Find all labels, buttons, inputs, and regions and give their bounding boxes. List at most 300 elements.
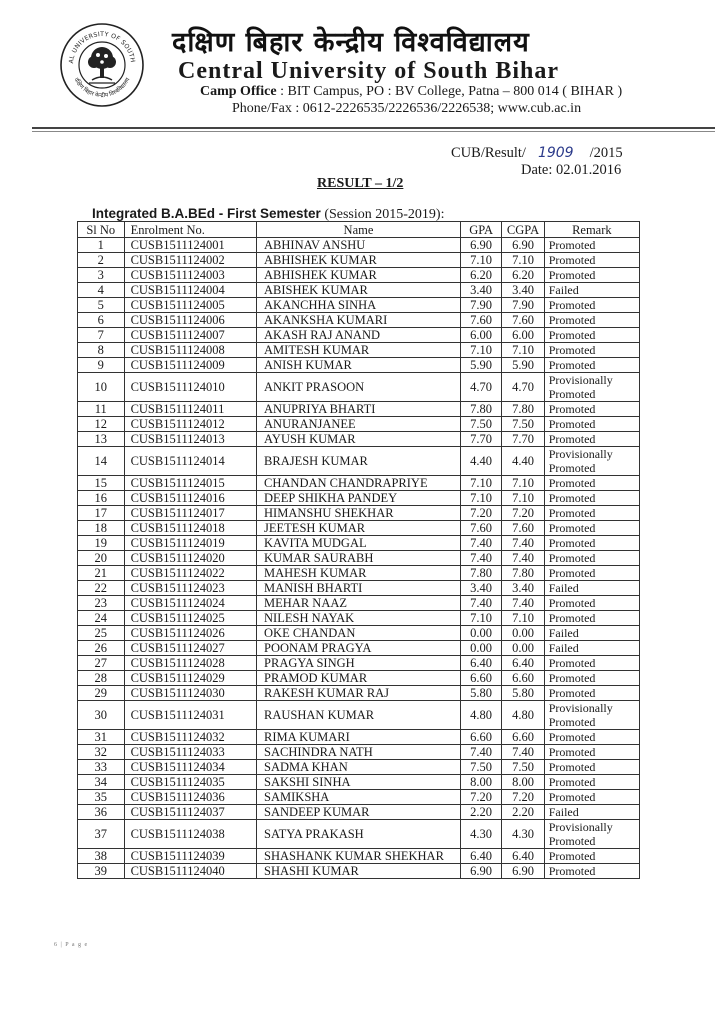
cell-gpa: 7.10 bbox=[460, 253, 501, 268]
cell-sl: 35 bbox=[78, 790, 125, 805]
cell-enrolment: CUSB1511124033 bbox=[124, 745, 256, 760]
cell-name: BRAJESH KUMAR bbox=[257, 447, 461, 476]
cell-remark: Failed bbox=[544, 283, 639, 298]
cell-enrolment: CUSB1511124007 bbox=[124, 328, 256, 343]
cell-name: SHASHANK KUMAR SHEKHAR bbox=[257, 849, 461, 864]
cell-remark: Promoted bbox=[544, 566, 639, 581]
cell-remark: Promoted bbox=[544, 358, 639, 373]
cell-sl: 19 bbox=[78, 536, 125, 551]
cell-cgpa: 7.90 bbox=[502, 298, 544, 313]
cell-sl: 30 bbox=[78, 701, 125, 730]
cell-cgpa: 6.60 bbox=[502, 730, 544, 745]
result-table bbox=[77, 221, 640, 879]
svg-text:दक्षिण बिहार केन्द्रीय विश्ववि: दक्षिण बिहार केन्द्रीय विश्वविद्यालय bbox=[72, 77, 132, 100]
ref-suffix: /2015 bbox=[589, 145, 623, 161]
table-row bbox=[78, 536, 640, 551]
cell-sl: 11 bbox=[78, 402, 125, 417]
cell-enrolment: CUSB1511124020 bbox=[124, 551, 256, 566]
cell-remark: Promoted bbox=[544, 760, 639, 775]
cell-cgpa: 7.40 bbox=[502, 536, 544, 551]
cell-name: MEHAR NAAZ bbox=[257, 596, 461, 611]
cell-name: AKANKSHA KUMARI bbox=[257, 313, 461, 328]
cell-cgpa: 7.40 bbox=[502, 551, 544, 566]
cell-cgpa: 4.80 bbox=[502, 701, 544, 730]
cell-gpa: 7.10 bbox=[460, 491, 501, 506]
cell-gpa: 7.80 bbox=[460, 566, 501, 581]
cell-remark: Provisionally Promoted bbox=[544, 447, 639, 476]
table-row bbox=[78, 447, 640, 476]
cell-cgpa: 7.60 bbox=[502, 521, 544, 536]
cell-gpa: 6.60 bbox=[460, 671, 501, 686]
cell-cgpa: 6.40 bbox=[502, 849, 544, 864]
cell-sl: 15 bbox=[78, 476, 125, 491]
cell-name: SANDEEP KUMAR bbox=[257, 805, 461, 820]
cell-enrolment: CUSB1511124036 bbox=[124, 790, 256, 805]
cell-gpa: 7.40 bbox=[460, 536, 501, 551]
cell-name: CHANDAN CHANDRAPRIYE bbox=[257, 476, 461, 491]
cell-enrolment: CUSB1511124027 bbox=[124, 641, 256, 656]
cell-gpa: 3.40 bbox=[460, 581, 501, 596]
cell-remark: Promoted bbox=[544, 343, 639, 358]
cell-name: NILESH NAYAK bbox=[257, 611, 461, 626]
cell-cgpa: 6.40 bbox=[502, 656, 544, 671]
cell-sl: 8 bbox=[78, 343, 125, 358]
header-sl: Sl No bbox=[78, 222, 125, 238]
cell-enrolment: CUSB1511124004 bbox=[124, 283, 256, 298]
cell-cgpa: 6.90 bbox=[502, 864, 544, 879]
table-row bbox=[78, 551, 640, 566]
cell-remark: Promoted bbox=[544, 521, 639, 536]
result-title: RESULT – 1/2 bbox=[317, 176, 404, 191]
cell-sl: 20 bbox=[78, 551, 125, 566]
cell-name: ANURANJANEE bbox=[257, 417, 461, 432]
cell-cgpa: 7.10 bbox=[502, 253, 544, 268]
cell-name: RAUSHAN KUMAR bbox=[257, 701, 461, 730]
cell-remark: Promoted bbox=[544, 730, 639, 745]
cell-name: OKE CHANDAN bbox=[257, 626, 461, 641]
cell-name: ABHINAV ANSHU bbox=[257, 238, 461, 253]
cell-remark: Promoted bbox=[544, 313, 639, 328]
table-row bbox=[78, 686, 640, 701]
cell-cgpa: 7.40 bbox=[502, 745, 544, 760]
cell-cgpa: 7.10 bbox=[502, 611, 544, 626]
cell-cgpa: 7.70 bbox=[502, 432, 544, 447]
cell-sl: 37 bbox=[78, 820, 125, 849]
cell-remark: Failed bbox=[544, 641, 639, 656]
cell-name: KUMAR SAURABH bbox=[257, 551, 461, 566]
cell-sl: 36 bbox=[78, 805, 125, 820]
cell-enrolment: CUSB1511124026 bbox=[124, 626, 256, 641]
cell-gpa: 7.50 bbox=[460, 417, 501, 432]
cell-enrolment: CUSB1511124001 bbox=[124, 238, 256, 253]
cell-sl: 29 bbox=[78, 686, 125, 701]
cell-remark: Promoted bbox=[544, 491, 639, 506]
cell-sl: 27 bbox=[78, 656, 125, 671]
cell-sl: 28 bbox=[78, 671, 125, 686]
university-logo bbox=[59, 22, 145, 108]
cell-remark: Provisionally Promoted bbox=[544, 820, 639, 849]
table-row bbox=[78, 358, 640, 373]
table-row bbox=[78, 790, 640, 805]
table-row bbox=[78, 521, 640, 536]
cell-gpa: 6.60 bbox=[460, 730, 501, 745]
cell-remark: Promoted bbox=[544, 864, 639, 879]
table-row bbox=[78, 701, 640, 730]
cell-sl: 22 bbox=[78, 581, 125, 596]
cell-cgpa: 7.20 bbox=[502, 506, 544, 521]
cell-name: MANISH BHARTI bbox=[257, 581, 461, 596]
cell-enrolment: CUSB1511124019 bbox=[124, 536, 256, 551]
cell-remark: Promoted bbox=[544, 596, 639, 611]
table-row bbox=[78, 805, 640, 820]
reference-number bbox=[451, 145, 623, 162]
table-row bbox=[78, 506, 640, 521]
cell-sl: 17 bbox=[78, 506, 125, 521]
cell-enrolment: CUSB1511124015 bbox=[124, 476, 256, 491]
cell-remark: Promoted bbox=[544, 506, 639, 521]
cell-sl: 26 bbox=[78, 641, 125, 656]
header-gpa: GPA bbox=[460, 222, 501, 238]
cell-gpa: 7.60 bbox=[460, 521, 501, 536]
cell-remark: Promoted bbox=[544, 656, 639, 671]
cell-sl: 3 bbox=[78, 268, 125, 283]
cell-cgpa: 2.20 bbox=[502, 805, 544, 820]
cell-enrolment: CUSB1511124024 bbox=[124, 596, 256, 611]
cell-cgpa: 7.40 bbox=[502, 596, 544, 611]
cell-name: JEETESH KUMAR bbox=[257, 521, 461, 536]
cell-name: ABHISHEK KUMAR bbox=[257, 268, 461, 283]
cell-sl: 12 bbox=[78, 417, 125, 432]
programme-session: (Session 2015-2019): bbox=[320, 207, 445, 222]
cell-enrolment: CUSB1511124039 bbox=[124, 849, 256, 864]
cell-cgpa: 7.20 bbox=[502, 790, 544, 805]
cell-gpa: 3.40 bbox=[460, 283, 501, 298]
cell-gpa: 7.10 bbox=[460, 611, 501, 626]
table-row bbox=[78, 298, 640, 313]
cell-gpa: 6.90 bbox=[460, 238, 501, 253]
issue-date: Date: 02.01.2016 bbox=[521, 162, 622, 178]
cell-name: AKANCHHA SINHA bbox=[257, 298, 461, 313]
table-row bbox=[78, 864, 640, 879]
cell-gpa: 8.00 bbox=[460, 775, 501, 790]
cell-remark: Promoted bbox=[544, 551, 639, 566]
table-row bbox=[78, 656, 640, 671]
cell-remark: Promoted bbox=[544, 432, 639, 447]
cell-sl: 4 bbox=[78, 283, 125, 298]
cell-name: SADMA KHAN bbox=[257, 760, 461, 775]
cell-sl: 39 bbox=[78, 864, 125, 879]
cell-cgpa: 5.90 bbox=[502, 358, 544, 373]
cell-cgpa: 5.80 bbox=[502, 686, 544, 701]
table-row bbox=[78, 491, 640, 506]
cell-cgpa: 0.00 bbox=[502, 641, 544, 656]
cell-remark: Failed bbox=[544, 626, 639, 641]
cell-name: ANKIT PRASOON bbox=[257, 373, 461, 402]
table-row bbox=[78, 253, 640, 268]
table-row bbox=[78, 432, 640, 447]
cell-name: HIMANSHU SHEKHAR bbox=[257, 506, 461, 521]
cell-sl: 34 bbox=[78, 775, 125, 790]
cell-remark: Promoted bbox=[544, 238, 639, 253]
cell-remark: Promoted bbox=[544, 402, 639, 417]
ref-prefix: CUB/Result/ bbox=[451, 145, 526, 161]
cell-name: PRAMOD KUMAR bbox=[257, 671, 461, 686]
cell-remark: Provisionally Promoted bbox=[544, 373, 639, 402]
table-row bbox=[78, 760, 640, 775]
cell-gpa: 7.20 bbox=[460, 790, 501, 805]
cell-name: ABHISHEK KUMAR bbox=[257, 253, 461, 268]
table-row bbox=[78, 283, 640, 298]
table-row bbox=[78, 343, 640, 358]
cell-name: AKASH RAJ ANAND bbox=[257, 328, 461, 343]
header-divider-thin bbox=[32, 131, 715, 132]
table-row bbox=[78, 313, 640, 328]
cell-enrolment: CUSB1511124016 bbox=[124, 491, 256, 506]
cell-enrolment: CUSB1511124009 bbox=[124, 358, 256, 373]
cell-cgpa: 7.60 bbox=[502, 313, 544, 328]
university-name-hindi: दक्षिण बिहार केन्द्रीय विश्वविद्यालय bbox=[172, 27, 530, 58]
cell-gpa: 7.70 bbox=[460, 432, 501, 447]
cell-gpa: 4.40 bbox=[460, 447, 501, 476]
cell-name: SACHINDRA NATH bbox=[257, 745, 461, 760]
cell-gpa: 6.90 bbox=[460, 864, 501, 879]
cell-enrolment: CUSB1511124002 bbox=[124, 253, 256, 268]
cell-cgpa: 7.80 bbox=[502, 402, 544, 417]
cell-enrolment: CUSB1511124031 bbox=[124, 701, 256, 730]
cell-gpa: 4.80 bbox=[460, 701, 501, 730]
cell-enrolment: CUSB1511124008 bbox=[124, 343, 256, 358]
cell-name: AYUSH KUMAR bbox=[257, 432, 461, 447]
camp-office-text: : BIT Campus, PO : BV College, Patna – 800 014 ( BIHAR ) bbox=[276, 84, 623, 99]
cell-gpa: 5.90 bbox=[460, 358, 501, 373]
cell-gpa: 6.00 bbox=[460, 328, 501, 343]
cell-cgpa: 8.00 bbox=[502, 775, 544, 790]
cell-enrolment: CUSB1511124003 bbox=[124, 268, 256, 283]
table-row bbox=[78, 238, 640, 253]
cell-cgpa: 7.10 bbox=[502, 491, 544, 506]
cell-remark: Promoted bbox=[544, 671, 639, 686]
cell-name: POONAM PRAGYA bbox=[257, 641, 461, 656]
cell-sl: 18 bbox=[78, 521, 125, 536]
table-row bbox=[78, 626, 640, 641]
cell-name: RIMA KUMARI bbox=[257, 730, 461, 745]
cell-gpa: 2.20 bbox=[460, 805, 501, 820]
cell-gpa: 6.20 bbox=[460, 268, 501, 283]
cell-cgpa: 6.00 bbox=[502, 328, 544, 343]
cell-gpa: 6.40 bbox=[460, 849, 501, 864]
table-row bbox=[78, 849, 640, 864]
phone-fax: Phone/Fax : 0612-2226535/2226536/2226538; www.cub.ac.in bbox=[232, 101, 582, 116]
cell-name: KAVITA MUDGAL bbox=[257, 536, 461, 551]
cell-enrolment: CUSB1511124012 bbox=[124, 417, 256, 432]
cell-enrolment: CUSB1511124038 bbox=[124, 820, 256, 849]
cell-sl: 5 bbox=[78, 298, 125, 313]
cell-sl: 38 bbox=[78, 849, 125, 864]
cell-sl: 25 bbox=[78, 626, 125, 641]
header-divider bbox=[32, 127, 715, 129]
cell-sl: 9 bbox=[78, 358, 125, 373]
camp-office-address bbox=[200, 84, 622, 100]
table-row bbox=[78, 476, 640, 491]
cell-enrolment: CUSB1511124034 bbox=[124, 760, 256, 775]
cell-name: ANUPRIYA BHARTI bbox=[257, 402, 461, 417]
cell-enrolment: CUSB1511124025 bbox=[124, 611, 256, 626]
cell-cgpa: 6.90 bbox=[502, 238, 544, 253]
cell-name: AMITESH KUMAR bbox=[257, 343, 461, 358]
table-row bbox=[78, 581, 640, 596]
cell-cgpa: 3.40 bbox=[502, 283, 544, 298]
cell-enrolment: CUSB1511124029 bbox=[124, 671, 256, 686]
cell-name: ABISHEK KUMAR bbox=[257, 283, 461, 298]
cell-gpa: 4.30 bbox=[460, 820, 501, 849]
cell-sl: 14 bbox=[78, 447, 125, 476]
cell-gpa: 7.90 bbox=[460, 298, 501, 313]
table-row bbox=[78, 611, 640, 626]
cell-sl: 21 bbox=[78, 566, 125, 581]
cell-sl: 31 bbox=[78, 730, 125, 745]
cell-remark: Promoted bbox=[544, 253, 639, 268]
cell-cgpa: 7.10 bbox=[502, 343, 544, 358]
cell-sl: 33 bbox=[78, 760, 125, 775]
table-row bbox=[78, 671, 640, 686]
cell-gpa: 7.40 bbox=[460, 596, 501, 611]
table-row bbox=[78, 373, 640, 402]
cell-enrolment: CUSB1511124018 bbox=[124, 521, 256, 536]
cell-name: SHASHI KUMAR bbox=[257, 864, 461, 879]
table-row bbox=[78, 402, 640, 417]
cell-enrolment: CUSB1511124011 bbox=[124, 402, 256, 417]
cell-name: SAMIKSHA bbox=[257, 790, 461, 805]
cell-enrolment: CUSB1511124035 bbox=[124, 775, 256, 790]
cell-cgpa: 4.40 bbox=[502, 447, 544, 476]
cell-remark: Promoted bbox=[544, 417, 639, 432]
cell-remark: Promoted bbox=[544, 476, 639, 491]
cell-sl: 2 bbox=[78, 253, 125, 268]
cell-remark: Promoted bbox=[544, 536, 639, 551]
cell-gpa: 6.40 bbox=[460, 656, 501, 671]
cell-name: RAKESH KUMAR RAJ bbox=[257, 686, 461, 701]
ref-number-handwritten: 1909 bbox=[537, 145, 574, 161]
cell-gpa: 5.80 bbox=[460, 686, 501, 701]
cell-sl: 23 bbox=[78, 596, 125, 611]
cell-name: DEEP SHIKHA PANDEY bbox=[257, 491, 461, 506]
cell-gpa: 7.20 bbox=[460, 506, 501, 521]
cell-gpa: 0.00 bbox=[460, 641, 501, 656]
table-row bbox=[78, 268, 640, 283]
cell-cgpa: 7.80 bbox=[502, 566, 544, 581]
cell-name: ANISH KUMAR bbox=[257, 358, 461, 373]
cell-enrolment: CUSB1511124040 bbox=[124, 864, 256, 879]
cell-remark: Promoted bbox=[544, 775, 639, 790]
cell-remark: Failed bbox=[544, 581, 639, 596]
cell-gpa: 7.80 bbox=[460, 402, 501, 417]
table-row bbox=[78, 775, 640, 790]
programme-name: Integrated B.A.BEd - First Semester bbox=[92, 206, 321, 221]
result-table-body bbox=[78, 238, 640, 879]
table-row bbox=[78, 596, 640, 611]
cell-enrolment: CUSB1511124028 bbox=[124, 656, 256, 671]
cell-enrolment: CUSB1511124023 bbox=[124, 581, 256, 596]
cell-sl: 10 bbox=[78, 373, 125, 402]
cell-enrolment: CUSB1511124010 bbox=[124, 373, 256, 402]
cell-cgpa: 4.70 bbox=[502, 373, 544, 402]
cell-enrolment: CUSB1511124022 bbox=[124, 566, 256, 581]
header-enrolment: Enrolment No. bbox=[124, 222, 256, 238]
cell-remark: Promoted bbox=[544, 686, 639, 701]
cell-remark: Promoted bbox=[544, 268, 639, 283]
cell-remark: Promoted bbox=[544, 849, 639, 864]
cell-sl: 6 bbox=[78, 313, 125, 328]
cell-sl: 1 bbox=[78, 238, 125, 253]
cell-enrolment: CUSB1511124005 bbox=[124, 298, 256, 313]
table-row bbox=[78, 417, 640, 432]
cell-cgpa: 7.50 bbox=[502, 760, 544, 775]
cell-enrolment: CUSB1511124017 bbox=[124, 506, 256, 521]
cell-gpa: 7.60 bbox=[460, 313, 501, 328]
table-row bbox=[78, 566, 640, 581]
cell-name: PRAGYA SINGH bbox=[257, 656, 461, 671]
cell-enrolment: CUSB1511124032 bbox=[124, 730, 256, 745]
cell-sl: 16 bbox=[78, 491, 125, 506]
table-row bbox=[78, 328, 640, 343]
cell-sl: 7 bbox=[78, 328, 125, 343]
cell-remark: Promoted bbox=[544, 328, 639, 343]
table-row bbox=[78, 730, 640, 745]
table-row bbox=[78, 745, 640, 760]
cell-sl: 32 bbox=[78, 745, 125, 760]
cell-cgpa: 3.40 bbox=[502, 581, 544, 596]
university-name-english: Central University of South Bihar bbox=[178, 58, 559, 84]
cell-cgpa: 7.10 bbox=[502, 476, 544, 491]
cell-cgpa: 6.20 bbox=[502, 268, 544, 283]
cell-remark: Promoted bbox=[544, 790, 639, 805]
cell-enrolment: CUSB1511124037 bbox=[124, 805, 256, 820]
table-row bbox=[78, 641, 640, 656]
cell-remark: Promoted bbox=[544, 298, 639, 313]
svg-text:CENTRAL UNIVERSITY OF SOUTH BI: AL UNIVERSITY OF SOUTH bbox=[67, 30, 136, 64]
cell-cgpa: 6.60 bbox=[502, 671, 544, 686]
cell-enrolment: CUSB1511124006 bbox=[124, 313, 256, 328]
cell-gpa: 7.10 bbox=[460, 343, 501, 358]
cell-name: SATYA PRAKASH bbox=[257, 820, 461, 849]
cell-gpa: 0.00 bbox=[460, 626, 501, 641]
cell-enrolment: CUSB1511124030 bbox=[124, 686, 256, 701]
cell-gpa: 4.70 bbox=[460, 373, 501, 402]
cell-sl: 13 bbox=[78, 432, 125, 447]
cell-gpa: 7.50 bbox=[460, 760, 501, 775]
cell-enrolment: CUSB1511124014 bbox=[124, 447, 256, 476]
cell-gpa: 7.40 bbox=[460, 745, 501, 760]
header-name: Name bbox=[257, 222, 461, 238]
table-header-row bbox=[78, 222, 640, 238]
cell-cgpa: 7.50 bbox=[502, 417, 544, 432]
header-remark: Remark bbox=[544, 222, 639, 238]
table-row bbox=[78, 820, 640, 849]
camp-office-label: Camp Office bbox=[200, 84, 277, 99]
cell-remark: Promoted bbox=[544, 745, 639, 760]
page-footer-mark: 6 | P a g e bbox=[54, 942, 89, 948]
cell-remark: Provisionally Promoted bbox=[544, 701, 639, 730]
cell-gpa: 7.10 bbox=[460, 476, 501, 491]
cell-cgpa: 0.00 bbox=[502, 626, 544, 641]
cell-name: MAHESH KUMAR bbox=[257, 566, 461, 581]
cell-gpa: 7.40 bbox=[460, 551, 501, 566]
cell-name: SAKSHI SINHA bbox=[257, 775, 461, 790]
cell-remark: Failed bbox=[544, 805, 639, 820]
cell-enrolment: CUSB1511124013 bbox=[124, 432, 256, 447]
cell-cgpa: 4.30 bbox=[502, 820, 544, 849]
cell-remark: Promoted bbox=[544, 611, 639, 626]
